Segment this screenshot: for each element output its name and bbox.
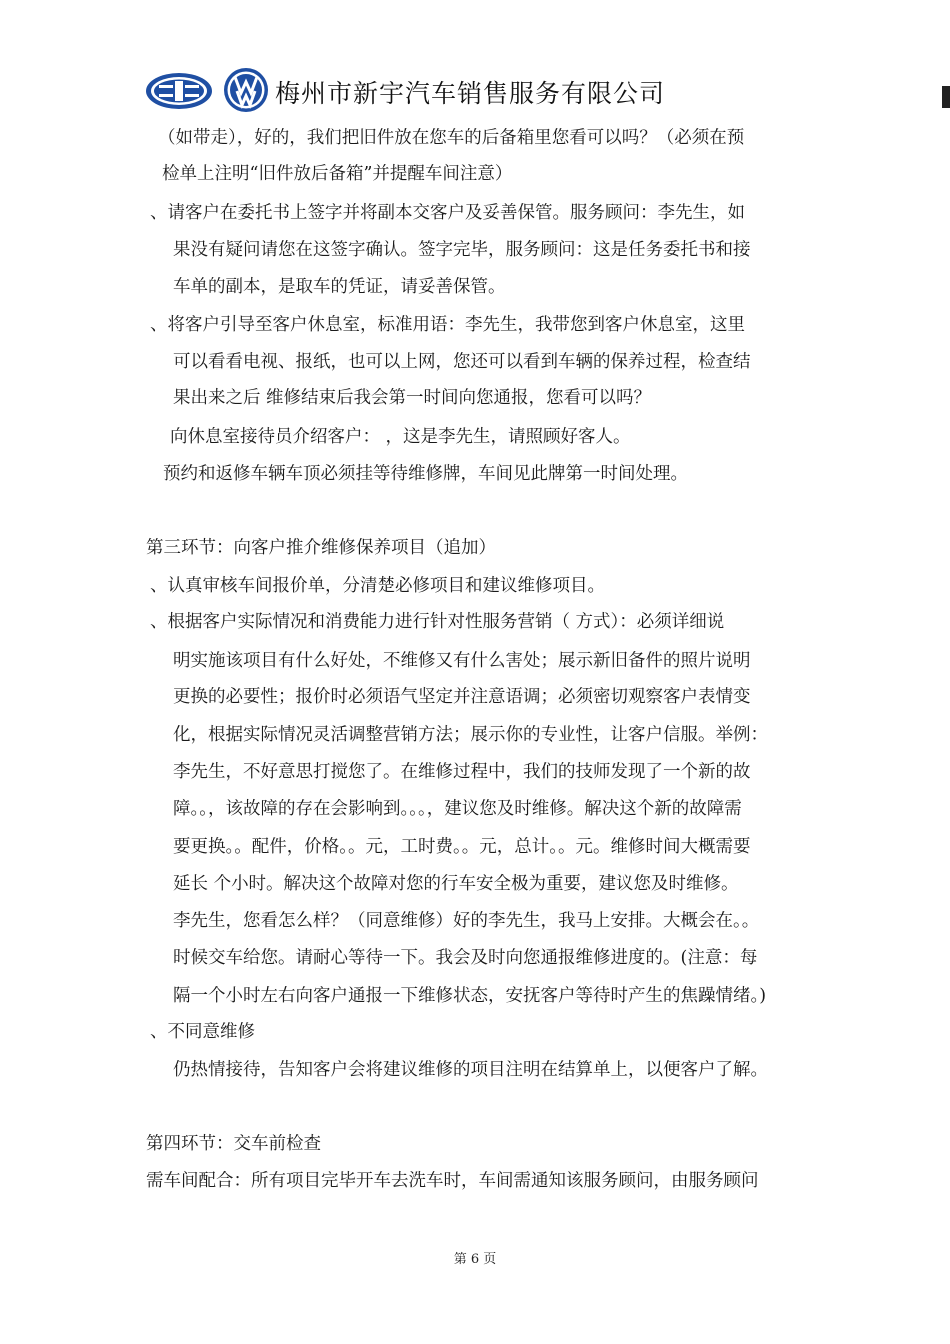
text-line: 时候交车给您。请耐心等待一下。我会及时向您通报维修进度的。(注意：每 [173, 948, 758, 968]
text-line: 隔一个小时左右向客户通报一下维修状态，安抚客户等待时产生的焦躁情绪。) [173, 986, 767, 1006]
text-line: 向休息室接待员介绍客户： ，这是李先生，请照顾好客人。 [170, 427, 631, 447]
text-line: 检单上注明“旧件放后备箱”并提醒车间注意） [162, 164, 513, 184]
faw-logo-icon [145, 72, 213, 110]
text-line: 预约和返修车辆车顶必须挂等待维修牌，车间见此牌第一时间处理。 [163, 464, 688, 484]
text-line: 障。。，该故障的存在会影响到。。。，建议您及时维修。解决这个新的故障需 [173, 799, 742, 819]
text-line: 果出来之后 维修结束后我会第一时间向您通报，您看可以吗？ [173, 388, 652, 408]
text-line: 车单的副本，是取车的凭证，请妥善保管。 [173, 277, 506, 297]
edge-mark [942, 86, 950, 108]
text-line: （如带走），好的，我们把旧件放在您车的后备箱里您看可以吗？（必须在预 [158, 128, 745, 148]
text-line: 延长 个小时。解决这个故障对您的行车安全极为重要，建议您及时维修。 [173, 874, 739, 894]
text-line: 李先生，不好意思打搅您了。在维修过程中，我们的技师发现了一个新的故 [173, 762, 751, 782]
text-line: 、根据客户实际情况和消费能力进行针对性服务营销（ 方式）：必须详细说 [150, 612, 725, 632]
text-line: 要更换。。配件，价格。。元，工时费。。元，总计。。元。维修时间大概需要 [173, 837, 751, 857]
text-line: 、不同意维修 [150, 1022, 255, 1042]
text-line: 更换的必要性；报价时必须语气坚定并注意语调；必须密切观察客户表情变 [173, 687, 751, 707]
section-heading: 第三环节：向客户推介维修保养项目（追加） [146, 538, 496, 558]
company-name: 梅州市新宇汽车销售服务有限公司 [275, 79, 666, 108]
text-line: 、认真审核车间报价单，分清楚必修项目和建议维修项目。 [150, 576, 605, 596]
text-line: 李先生，您看怎么样？（同意维修）好的李先生，我马上安排。大概会在。。 [173, 911, 760, 931]
section-heading: 第四环节：交车前检查 [146, 1134, 321, 1154]
text-line: 明实施该项目有什么好处，不维修又有什么害处；展示新旧备件的照片说明 [173, 651, 751, 671]
text-line: 化，根据实际情况灵活调整营销方法；展示你的专业性，让客户信服。举例： [173, 725, 768, 745]
page-header [145, 66, 845, 116]
text-line: 果没有疑问请您在这签字确认。签字完毕，服务顾问：这是任务委托书和接 [173, 240, 751, 260]
vw-logo-icon [223, 67, 269, 113]
text-line: 、请客户在委托书上签字并将副本交客户及妥善保管。服务顾问：李先生，如 [150, 203, 745, 223]
text-line: 需车间配合：所有项目完毕开车去洗车时，车间需通知该服务顾问，由服务顾问 [146, 1171, 759, 1191]
text-line: 、将客户引导至客户休息室，标准用语：李先生，我带您到客户休息室，这里 [150, 315, 745, 335]
page-number: 第 6 页 [453, 1252, 497, 1267]
text-line: 可以看看电视、报纸，也可以上网，您还可以看到车辆的保养过程，检查结 [173, 352, 751, 372]
text-line: 仍热情接待，告知客户会将建议维修的项目注明在结算单上，以便客户了解。 [173, 1060, 768, 1080]
